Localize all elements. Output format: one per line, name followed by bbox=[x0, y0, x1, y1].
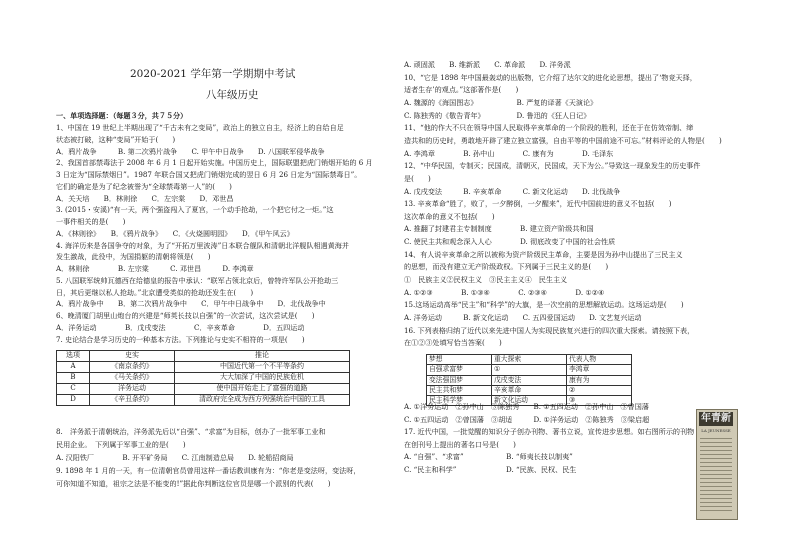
table-cell: 李鸿章 bbox=[567, 365, 632, 375]
table-cell: 自强求富梦 bbox=[427, 365, 492, 375]
question-line: A．关天培 B．林则徐 C．左宗棠 D．邓世昌 bbox=[56, 193, 234, 203]
question-line: C. 陈独秀的《敬告青年》 D. 鲁迅的《狂人日记》 bbox=[404, 110, 591, 120]
question-line: A. 李鸿章 B. 孙中山 C. 康有为 D. 毛泽东 bbox=[404, 148, 614, 158]
table-row bbox=[427, 385, 632, 395]
question-line: A．《林则徐》 B．《鸦片战争》 C．《火烧圆明园》 D．《甲午风云》 bbox=[56, 228, 294, 238]
question-line: 是( ) bbox=[404, 173, 431, 183]
table-cell: 中国近代第一个不平等条约 bbox=[175, 362, 350, 373]
table-cell: 《南京条约》 bbox=[90, 362, 175, 373]
table-row bbox=[427, 365, 632, 375]
question-line: A. 顽固派 B. 维新派 C. 革命派 D. 洋务派 bbox=[404, 60, 571, 69]
table-cell: 《马关条约》 bbox=[90, 373, 175, 384]
table-cell: C bbox=[57, 384, 90, 395]
question-line: 3. (2015・安溪)“有一天，两个强盗闯入了夏宫，一个动手抢劫，一个把它付之一炬。”这 bbox=[56, 205, 334, 215]
question-line: 1、中国在 19 世纪上半期出现了“千古未有之变局”，政治上的独立自主，经济上的自给自足 bbox=[56, 123, 344, 132]
newspaper-subtitle: LA JEUNESSE bbox=[701, 428, 731, 433]
question-line: A．洋务运动 B．戊戌变法 C．辛亥革命 D．五四运动 bbox=[56, 322, 305, 332]
question-line: A. 魏源的《海国图志》 B. 严复的译著《天演论》 bbox=[404, 97, 598, 107]
table-cell: 使中国开始走上了富强的道路 bbox=[175, 384, 350, 395]
question-line: 一事件相关的是( ) bbox=[56, 217, 126, 226]
question-line: 状态被打破，这种“变局”开始于( ) bbox=[56, 134, 176, 144]
question-line: 在①②③处填写恰当答案( ) bbox=[404, 338, 502, 348]
table-header-cell: 梦想 bbox=[427, 355, 492, 365]
question16-table bbox=[426, 354, 632, 406]
newspaper-masthead: 年青新 bbox=[701, 413, 731, 424]
table-row bbox=[57, 395, 350, 406]
table-header-cell: 代表人物 bbox=[567, 355, 632, 365]
question-line: 4. 海洋历来是各国争夺的对象，为了“开拓万里波涛”日本联合舰队和清朝北洋舰队相遇黄海并 bbox=[56, 240, 349, 250]
newspaper-text-lines bbox=[700, 438, 732, 514]
question-line: C. ①五四运动 ②曾国藩 ③胡适 D. ①洋务运动 ②陈独秀 ③梁启超 bbox=[404, 414, 650, 424]
question-line: 8. 洋务派于清朝统治，洋务派先后以“自强”、“求富”为目标，创办了一批军事工业和 bbox=[56, 427, 326, 436]
table-header-cell: 选项 bbox=[57, 351, 90, 362]
question-line: 这次革命的意义不包括( ) bbox=[404, 211, 495, 221]
table-cell: 戊戌变法 bbox=[492, 375, 567, 385]
question-line: C. 使民主共和观念深入人心 D. 彻底改变了中国的社会性质 bbox=[404, 237, 616, 247]
question-line: A．林则徐 B. 左宗棠 C. 邓世昌 D. 李鸿章 bbox=[56, 264, 254, 273]
table-header-cell: 史实 bbox=[90, 351, 175, 362]
question-line: 10、“它是 1898 年中国最轰动的出版物，它介绍了达尔文的进化论思想，提出了‘物竞天择， bbox=[404, 72, 697, 82]
question-line: 发生激战，此役中，为国捐躯的清朝将领是( ) bbox=[56, 252, 211, 262]
table-cell: A bbox=[57, 362, 90, 373]
table-cell: 民主共和梦 bbox=[427, 385, 492, 395]
question-line: A．鸦片战争 B. 第二次鸦片战争 C. 甲午中日战争 D. 八国联军侵华战争 bbox=[56, 146, 325, 156]
question-line: A. 汉阳铁厂 B. 开平矿务局 C. 江南制造总局 D. 轮船招商局 bbox=[56, 453, 294, 462]
question-line: 15.这场运动高举“民主”和“科学”的大旗，是一次空前的思想解放运动。这场运动是( ) bbox=[404, 300, 684, 310]
table-cell: 大大加深了中国的民族危机 bbox=[175, 373, 350, 384]
question-line: 6、晚清厦门胡里山炮台的兴建是“师英长技以自强”的一次尝试，这次尝试是( ) bbox=[56, 311, 315, 320]
question-line: A. 洋务运动 B. 新文化运动 C. 五四爱国运动 D. 文艺复兴运动 bbox=[404, 313, 642, 322]
table-header-cell: 推论 bbox=[175, 351, 350, 362]
question-line: C. “民主和科学” D. “民族、民权、民生 bbox=[404, 465, 577, 474]
table-cell: 康有为 bbox=[567, 375, 632, 385]
question-line: 12、“中华民国，专制灭；民国成，清朝灭，民国成，天下为公。”导致这一现象发生的历史事件 bbox=[404, 161, 701, 171]
question-line: 7. 史论结合是学习历史的一种基本方法。下列推论与史实不相符的一项是( ) bbox=[56, 334, 305, 344]
question-line: 造共和的历史时，勇敢地开辟了建立独立富强，自由平等的中国前途不可忘。”材料评论的人物是( ) bbox=[404, 135, 722, 145]
table-cell: 《辛丑条约》 bbox=[90, 395, 175, 406]
question-line: 可你知道不知道，祖宗之法是不能变的!”据此你判断这位官员是哪一个派别的代表( ) bbox=[56, 479, 331, 488]
question-line: 17. 近代中国，一批觉醒的知识分子创办刊物、著书立说，宣传进步思想。如右图所示的刊物 bbox=[404, 427, 695, 437]
table-cell: ① bbox=[492, 365, 567, 375]
subject-title: 八年级历史 bbox=[206, 89, 259, 101]
question-line: 民用企业。 下列属于军事工业的是( ) bbox=[56, 440, 186, 449]
question-line: 3 日定为“国际禁烟日”。1987 年联合国又把虎门销烟完成的翌日 6 月 26 日定为“国际禁毒日”。 bbox=[56, 170, 362, 179]
question7-table bbox=[56, 350, 350, 406]
newspaper-image bbox=[696, 409, 738, 520]
table-header-row bbox=[57, 351, 350, 362]
table-header-cell: 重大探索 bbox=[492, 355, 567, 365]
question-line: A. 戊戌变法 B. 辛亥革命 C. 新文化运动 D. 北伐战争 bbox=[404, 186, 621, 196]
section-heading: 一、单项选择题：（每题３分，共７５分） bbox=[56, 111, 188, 120]
question-line: 11、“他的作大不只在领导中国人民取得辛亥革命的一个阶段的胜利，还在于在仿效帝制、缔 bbox=[404, 123, 694, 133]
question-line: 13. 辛亥革命“胜了，败了，一夕醉倒，一夕醒来”，近代中国前进的意义不包括( ) bbox=[404, 199, 672, 209]
table-header-row bbox=[427, 355, 632, 365]
question-line: 2、我国首部禁毒法于 2008 年 6 月 1 日起开始实施。中国历史上，国际联盟把虎门销烟开始的 6 月 bbox=[56, 158, 373, 168]
table-row bbox=[57, 362, 350, 373]
question-line: 日，其后更继以私人抢劫。”北京遭受类似的抢劫还发生在( ) bbox=[56, 287, 254, 297]
question-line: ① 民族主义②民权主义 ③民主主义④ 民生主义 bbox=[404, 275, 568, 285]
question-line: 适者生存’的观点。”这部著作是( ) bbox=[404, 85, 519, 95]
table-cell: ③ bbox=[567, 396, 632, 406]
page-title: 2020-2021 学年第一学期期中考试 bbox=[130, 68, 296, 80]
table-row bbox=[57, 384, 350, 395]
question-line: 在创刊号上提出的著名口号是( ) bbox=[404, 439, 516, 449]
table-cell: 民主科学梦 bbox=[427, 396, 492, 406]
table-cell: ② bbox=[567, 385, 632, 395]
question-line: A. “自强”、“求富” B. “师夷长技以制夷” bbox=[404, 452, 573, 462]
table-row bbox=[57, 373, 350, 384]
question-line: 它们的确定是为了纪念被誉为“全球禁毒第一人”的( ) bbox=[56, 181, 232, 191]
question-line: 14、有人说辛亥革命之所以被称为资产阶级民主革命，主要是因为孙中山提出了三民主义 bbox=[404, 249, 683, 259]
question-line: A. ①洋务运动 ②孙中山 ③陈独秀 B. ①五四运动 ②孙中山 ③曾国藩 bbox=[404, 402, 649, 411]
question-line: A. ①②③ B. ①③④ C. ②③④ D. ①②④ bbox=[404, 287, 605, 297]
table-cell: 辛亥革命 bbox=[492, 385, 567, 395]
table-cell: B bbox=[57, 373, 90, 384]
table-cell: 变法强国梦 bbox=[427, 375, 492, 385]
question-line: 9. 1898 年 1 月的一天，有一位清朝官员曾用这样一番话教训康有为：“你老是变法呀，变法呀， bbox=[56, 466, 361, 475]
table-cell: 清政府完全成为西方列强统治中国的工具 bbox=[175, 395, 350, 406]
table-cell: 洋务运动 bbox=[90, 384, 175, 395]
question-line: A. 推翻了封建君主专制制度 B. 建立资产阶级共和国 bbox=[404, 224, 594, 234]
question-line: 5. 八国联军统帅瓦德西在给德皇的报告中承认：“联军占领北京后，曾特许军队公开抢劫三 bbox=[56, 275, 339, 285]
question-line: 16. 下列表格归纳了近代以来先进中国人为实现民族复兴进行的四次重大探索。请按照下表， bbox=[404, 325, 695, 335]
table-cell: D bbox=[57, 395, 90, 406]
table-cell: 新文化运动 bbox=[492, 396, 567, 406]
question-line: A．鸦片战争中 B．第二次鸦片战争中 C．甲午中日战争中 D．北伐战争中 bbox=[56, 299, 326, 309]
table-row bbox=[427, 375, 632, 385]
question-line: 的思想，而没有建立无产阶级政权。下列属于三民主义的是( ) bbox=[404, 262, 609, 272]
